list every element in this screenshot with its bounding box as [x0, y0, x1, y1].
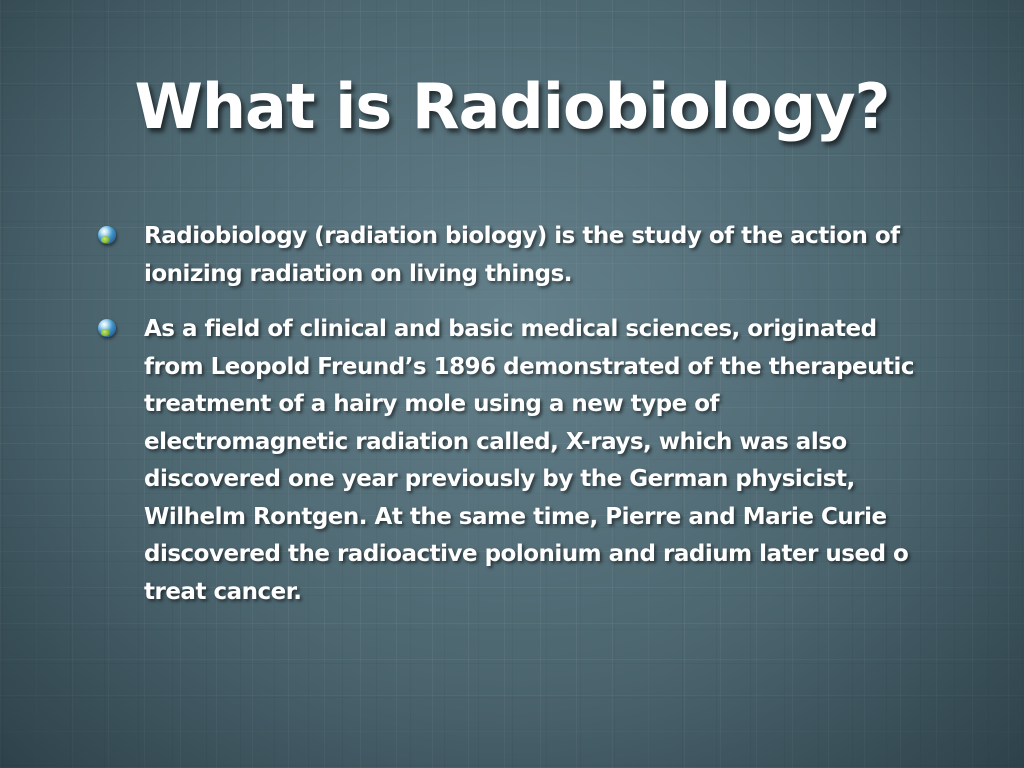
bullet-list	[98, 218, 928, 629]
slide-title: What is Radiobiology?	[134, 70, 890, 143]
bullet-text-definition: Radiobiology (radiation biology) is the study of the action of ionizing radiation on living things.	[144, 223, 900, 287]
bullet-item	[98, 218, 928, 293]
globe-bullet-icon	[98, 319, 116, 337]
bullet-text-history: As a field of clinical and basic medical sciences, originated from Leopold Freund’s 1896 demonstrated of the therapeutic treatment of a hairy mole using a new type of electromagnetic radiation called, X-rays, which was also discovered one year previously by the German physicist, Wilhelm Rontgen. At the same time, Pierre and Marie Curie discovered the radioactive polonium and radium later used o treat cancer.	[144, 316, 915, 605]
globe-bullet-icon	[98, 226, 116, 244]
bullet-item	[98, 311, 928, 611]
